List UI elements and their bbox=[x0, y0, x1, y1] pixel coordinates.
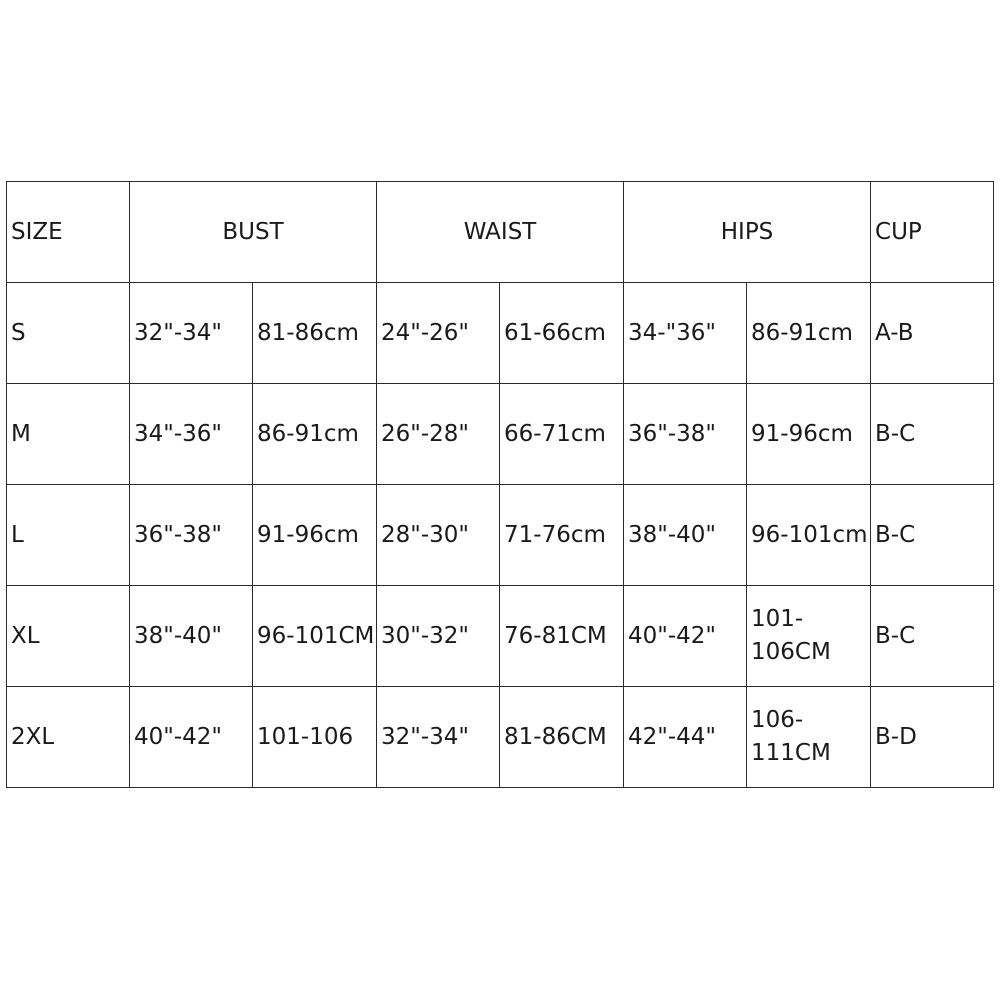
cup-cell: B-C bbox=[871, 586, 994, 687]
hips-cm-cell: 91-96cm bbox=[747, 384, 871, 485]
size-cell: S bbox=[7, 283, 130, 384]
waist-inches-cell: 26"-28" bbox=[377, 384, 500, 485]
hips-cm-cell: 106-111CM bbox=[747, 687, 871, 788]
header-waist: WAIST bbox=[377, 182, 624, 283]
header-bust: BUST bbox=[130, 182, 377, 283]
size-cell: XL bbox=[7, 586, 130, 687]
hips-cm-cell: 96-101cm bbox=[747, 485, 871, 586]
cup-cell: B-C bbox=[871, 384, 994, 485]
table-row bbox=[7, 485, 994, 586]
waist-cm-cell: 81-86CM bbox=[500, 687, 624, 788]
bust-cm-cell: 81-86cm bbox=[253, 283, 377, 384]
size-cell: L bbox=[7, 485, 130, 586]
header-cup: CUP bbox=[871, 182, 994, 283]
hips-inches-cell: 38"-40" bbox=[624, 485, 747, 586]
hips-inches-cell: 40"-42" bbox=[624, 586, 747, 687]
header-row bbox=[7, 182, 994, 283]
bust-cm-cell: 101-106 bbox=[253, 687, 377, 788]
waist-cm-cell: 71-76cm bbox=[500, 485, 624, 586]
waist-inches-cell: 28"-30" bbox=[377, 485, 500, 586]
bust-inches-cell: 40"-42" bbox=[130, 687, 253, 788]
waist-cm-cell: 66-71cm bbox=[500, 384, 624, 485]
table-row bbox=[7, 384, 994, 485]
bust-cm-cell: 86-91cm bbox=[253, 384, 377, 485]
header-size: SIZE bbox=[7, 182, 130, 283]
bust-inches-cell: 38"-40" bbox=[130, 586, 253, 687]
hips-inches-cell: 34-"36" bbox=[624, 283, 747, 384]
waist-inches-cell: 30"-32" bbox=[377, 586, 500, 687]
hips-inches-cell: 36"-38" bbox=[624, 384, 747, 485]
waist-cm-cell: 76-81CM bbox=[500, 586, 624, 687]
bust-inches-cell: 32"-34" bbox=[130, 283, 253, 384]
table-row bbox=[7, 586, 994, 687]
waist-inches-cell: 32"-34" bbox=[377, 687, 500, 788]
size-chart-table bbox=[6, 181, 994, 788]
cup-cell: B-D bbox=[871, 687, 994, 788]
size-cell: M bbox=[7, 384, 130, 485]
cup-cell: A-B bbox=[871, 283, 994, 384]
size-cell: 2XL bbox=[7, 687, 130, 788]
hips-inches-cell: 42"-44" bbox=[624, 687, 747, 788]
bust-cm-cell: 91-96cm bbox=[253, 485, 377, 586]
bust-inches-cell: 36"-38" bbox=[130, 485, 253, 586]
header-hips: HIPS bbox=[624, 182, 871, 283]
hips-cm-cell: 86-91cm bbox=[747, 283, 871, 384]
bust-inches-cell: 34"-36" bbox=[130, 384, 253, 485]
bust-cm-cell: 96-101CM bbox=[253, 586, 377, 687]
waist-cm-cell: 61-66cm bbox=[500, 283, 624, 384]
table-row bbox=[7, 283, 994, 384]
hips-cm-cell: 101-106CM bbox=[747, 586, 871, 687]
waist-inches-cell: 24"-26" bbox=[377, 283, 500, 384]
table-row bbox=[7, 687, 994, 788]
cup-cell: B-C bbox=[871, 485, 994, 586]
